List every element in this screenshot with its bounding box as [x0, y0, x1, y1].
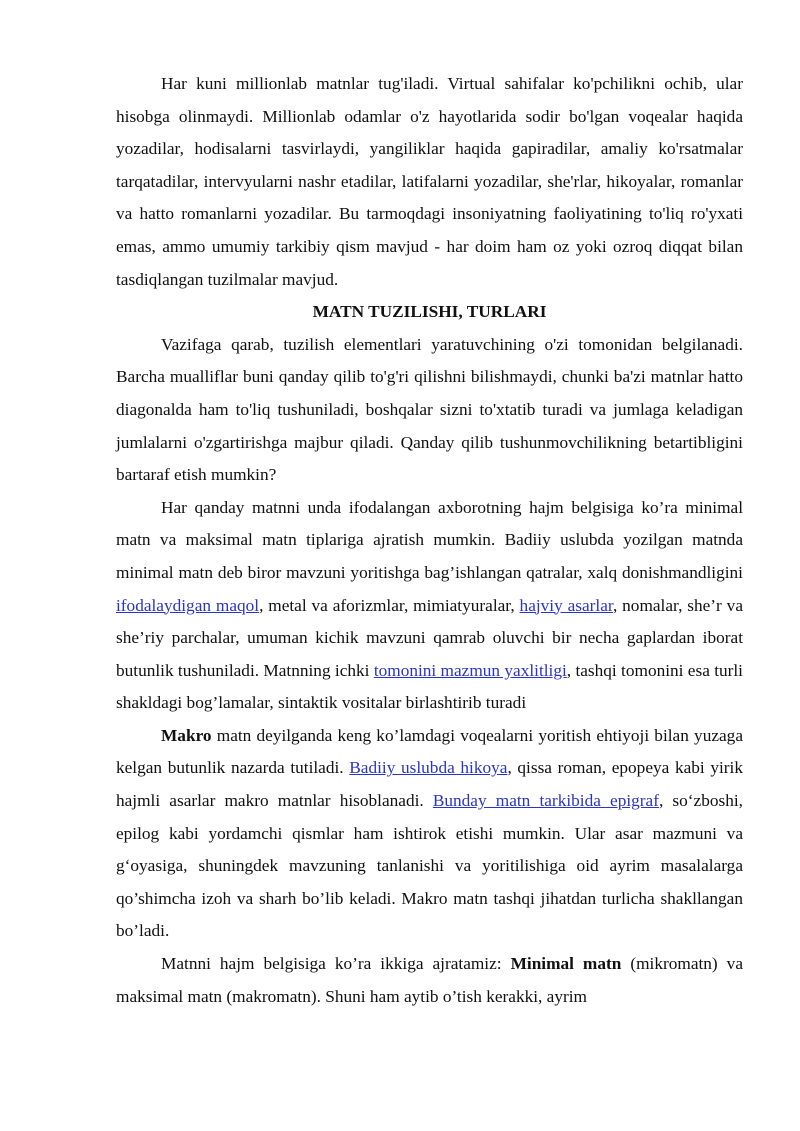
bold-term-makro: Makro [161, 725, 212, 745]
text-run: matn deyilganda keng ko’lamdagi voqealarni yoritish ehtiyoji bilan yuzaga kelgan butunlik nazarda tutiladi. [116, 725, 743, 778]
paragraph-intro: Har kuni millionlab matnlar tug'iladi. Virtual sahifalar ko'pchilikni ochib, ular hisobga olinmaydi. Millionlab odamlar o'z hayotlarida sodir bo'lgan voqealar haqida yozadilar, hodisalarni tasvirlaydi, yangiliklar haqida gapiradilar, amaliy ko'rsatmalar tarqatadilar, intervyularni nashr etadilar, latifalarni yozadilar, she'rlar, hikoyalar, romanlar va hatto romanlarni yozadilar. Bu tarmoqdagi insoniyatning faoliyatining to'liq ro'yxati emas, ammo umumiy tarkibiy qism mavjud - har doim ham oz yoki ozroq diqqat bilan tasdiqlangan tuzilmalar mavjud. [116, 74, 743, 289]
text-run: (mikromatn) va maksimal matn (makromatn). Shuni ham aytib o’tish kerakki, ayrim [116, 954, 743, 1006]
link-bunday-matn-epigraf[interactable]: Bunday matn tarkibida epigraf [432, 791, 659, 811]
paragraph-minimal-text [116, 492, 743, 720]
link-hajviy-asarlar[interactable]: hajviy asarlar [519, 595, 613, 615]
text-run: , nomalar, she’r va she’riy parchalar, umuman kichik mavzuni qamrab oluvchi bir necha gaplardan iborat butunlik tushuniladi. Matnning ichki [116, 595, 743, 680]
section-heading: MATN TUZILISHI, TURLARI [312, 302, 547, 322]
text-run: Har qanday matnni unda ifodalangan axborotning hajm belgisiga ko’ra minimal matn va maksimal matn tiplariga ajratish mumkin. Badiiy uslubda yozilgan matnda minimal matn deb biror mavzuni yoritishga bag’ishlangan qatralar, xalq donishmandligini [116, 497, 743, 582]
paragraph-structure: Vazifaga qarab, tuzilish elementlari yaratuvchining o'zi tomonidan belgilanadi. Barcha mualliflar buni qanday qilib to'g'ri qilishni bilishmaydi, chunki ba'zi matnlar hatto diagonalda ham to'liq tushuniladi, boshqalar sizni to'xtatib turadi va jumlaga keladigan jumlalarni o'zgartirishga majbur qiladi. Qanday qilib tushunmovchilikning betartibligini bartaraf etish mumkin? [116, 334, 743, 485]
bold-term-minimal-matn: Minimal matn [510, 954, 622, 974]
text-run: , tashqi tomonini esa turli shakldagi bog’lamalar, sintaktik vositalar birlashtirib turadi [116, 660, 743, 713]
paragraph-macro-text [116, 720, 743, 948]
link-ifodalaydigan-maqol[interactable]: ifodalaydigan maqol [116, 595, 260, 615]
text-run: , metal va aforizmlar, mimiatyuralar, [259, 595, 520, 615]
link-mazmun-yaxlitligi[interactable]: tomonini mazmun yaxlitligi [373, 660, 567, 680]
text-run: Matnni hajm belgisiga ko’ra ikkiga ajratamiz: [161, 954, 511, 974]
paragraph-volume-division [116, 948, 743, 1013]
document-page [116, 68, 743, 1013]
link-badiiy-hikoya[interactable]: Badiiy uslubda hikoya [349, 758, 508, 778]
text-run: , so‘zboshi, epilog kabi yordamchi qismlar ham ishtirok etishi mumkin. Ular asar mazmuni va g‘oyasiga, shuningdek mavzuning tanlanishi va yoritilishiga oid ayrim masalalarga qo’shimcha izoh va sharh bo’lib keladi. Makro matn tashqi jihatdan turlicha shakllangan bo’ladi. [116, 791, 743, 941]
text-run: , qissa roman, epopeya kabi yirik hajmli asarlar makro matnlar hisoblanadi. [116, 758, 743, 811]
